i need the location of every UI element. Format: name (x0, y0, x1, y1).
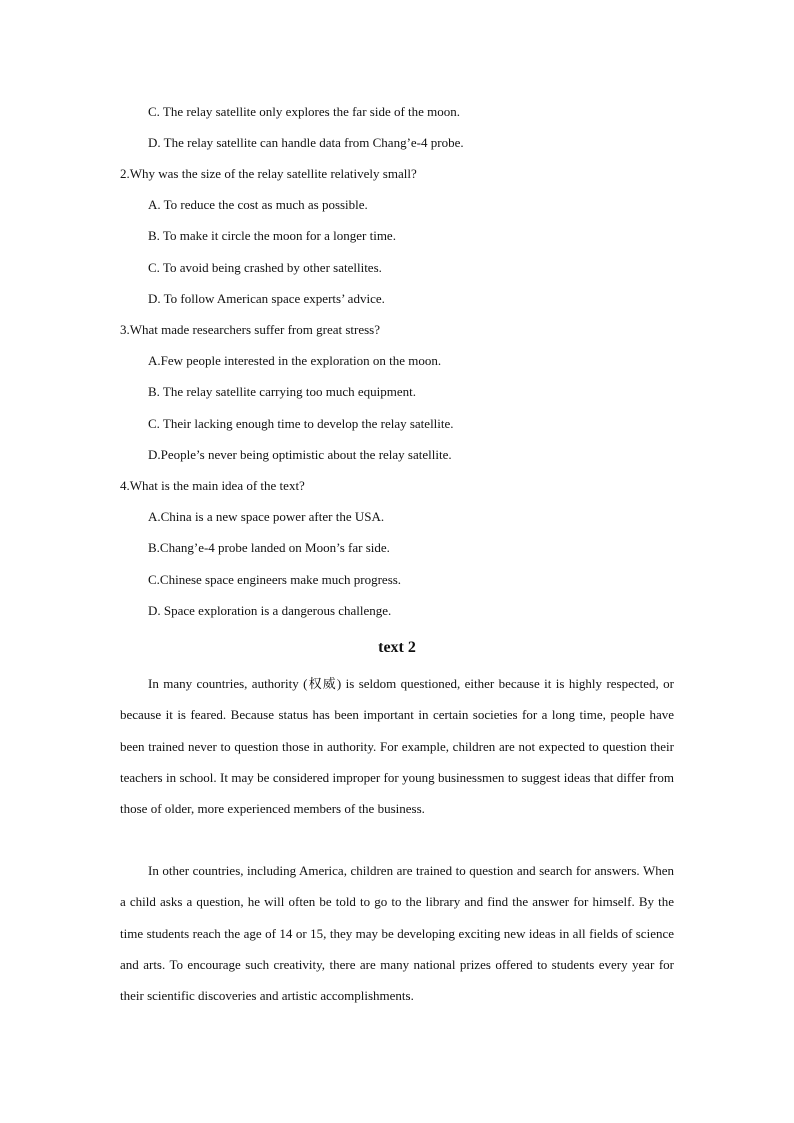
q2-option-a: A. To reduce the cost as much as possible. (148, 197, 368, 212)
q4-option-a: A.China is a new space power after the USA. (148, 509, 385, 524)
passage-paragraph-2: In other countries, including America, children are trained to question and search for answers. When a child asks a question, he will often be told to go to the library and find the answer for himself. By the time students reach the age of 14 or 15, they may be developing exciting new ideas in all fields of science and arts. To encourage such creativity, there are many national prizes offered to students every year for their scientific discoveries and artistic accomplishments. (120, 863, 674, 1004)
passage-paragraph-1: In many countries, authority (权威) is seldom questioned, either because it is highly respected, or because it is feared. Because status has been important in certain societies for a long time, people have been trained never to question those in authority. For example, children are not expected to question their teachers in school. It may be considered improper for young businessmen to suggest ideas that differ from those of older, more experienced members of the business. (120, 676, 674, 817)
section-title: text 2 (378, 639, 416, 656)
q2-stem: 2.Why was the size of the relay satellite relatively small? (120, 166, 417, 181)
q3-option-c: C. Their lacking enough time to develop the relay satellite. (148, 416, 454, 431)
q4-option-d: D. Space exploration is a dangerous challenge. (148, 603, 392, 618)
q4-stem: 4.What is the main idea of the text? (120, 478, 305, 493)
q3-stem: 3.What made researchers suffer from great stress? (120, 322, 380, 337)
q3-option-d: D.People’s never being optimistic about the relay satellite. (148, 447, 452, 462)
q3-option-b: B. The relay satellite carrying too much equipment. (148, 384, 416, 399)
q2-option-c: C. To avoid being crashed by other satellites. (148, 260, 382, 275)
q3-option-a: A.Few people interested in the exploration on the moon. (148, 353, 442, 368)
q2-option-d: D. To follow American space experts’ advice. (148, 291, 385, 306)
q2-option-b: B. To make it circle the moon for a longer time. (148, 228, 396, 243)
q1-option-c: C. The relay satellite only explores the far side of the moon. (148, 104, 461, 119)
q1-option-d: D. The relay satellite can handle data from Chang’e-4 probe. (148, 135, 464, 150)
q4-option-b: B.Chang’e-4 probe landed on Moon’s far side. (148, 540, 390, 555)
q4-option-c: C.Chinese space engineers make much progress. (148, 572, 402, 587)
